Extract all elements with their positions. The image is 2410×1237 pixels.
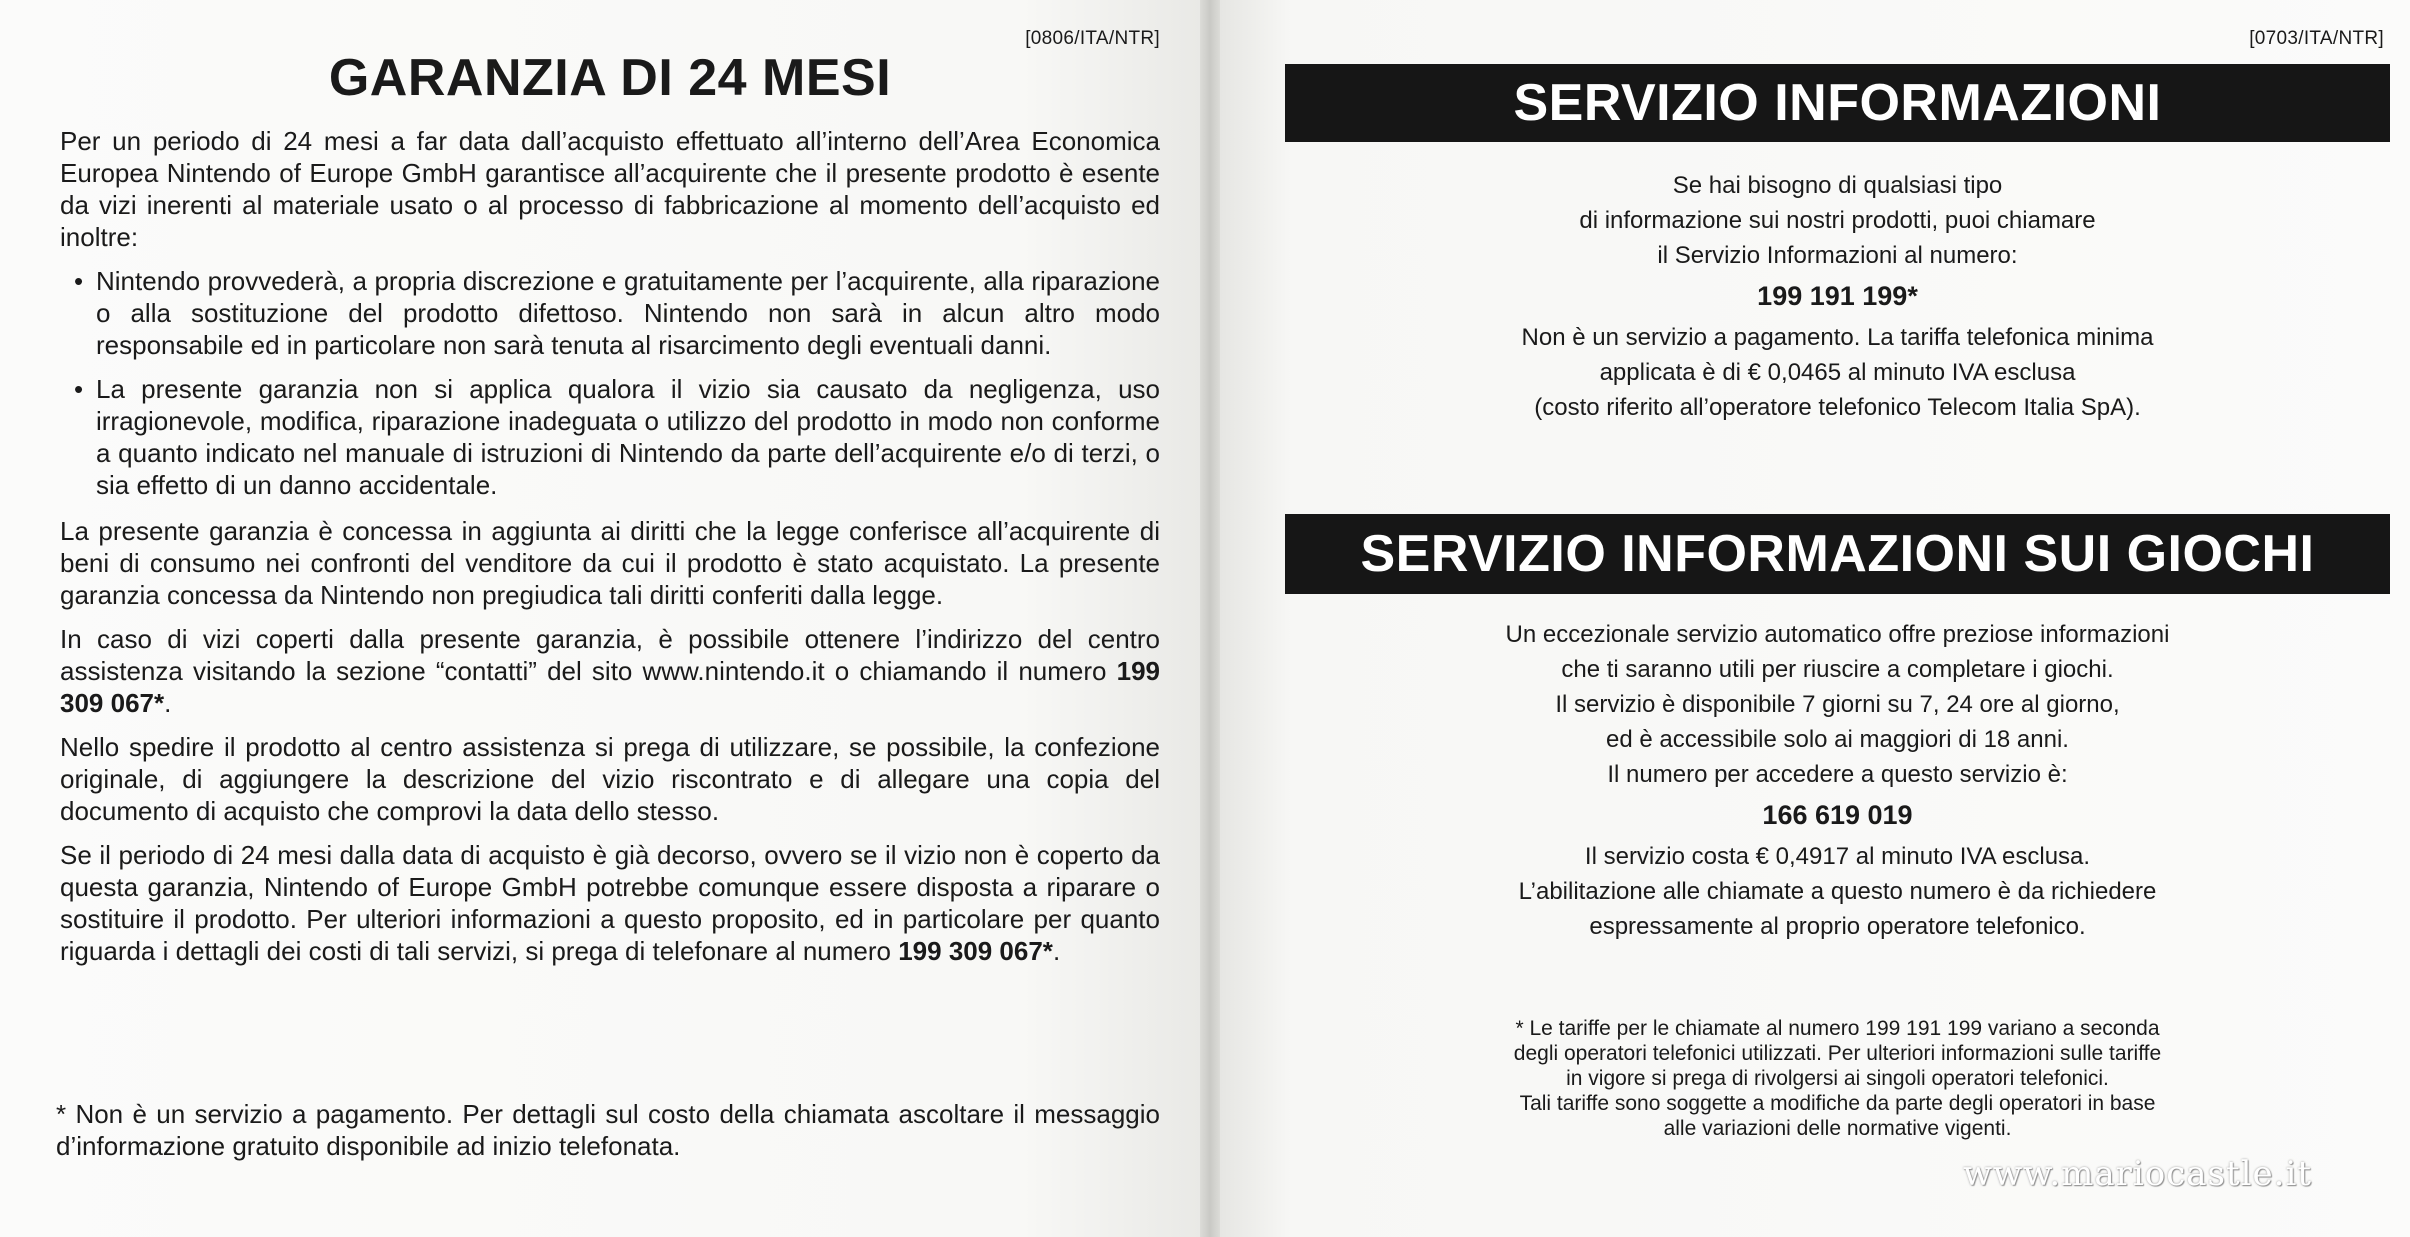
contact-text: In caso di vizi coperti dalla presente garanzia, è possibile ottenere l’indirizzo del centro assistenza visitando la sezione “contatti” del sito www.nintendo.it o chiamando il numero: [60, 624, 1160, 686]
games-line: Il servizio è disponibile 7 giorni su 7, 24 ore al giorno,: [1555, 691, 2120, 718]
games-service-block: [1285, 617, 2390, 944]
warranty-title: GARANZIA DI 24 MESI: [328, 49, 892, 107]
warranty-expired-paragraph: [60, 839, 1160, 967]
warranty-shipping-paragraph: Nello spedire il prodotto al centro assistenza si prega di utilizzare, se possibile, la confezione originale, di aggiungere la descrizione del vizio riscontrato e di allegare una copia del documento di acquisto che comprovi la data dello stesso.: [60, 732, 1160, 826]
games-cost-line: Il servizio costa € 0,4917 al minuto IVA esclusa.: [1584, 843, 2091, 870]
warranty-footnote: * Non è un servizio a pagamento. Per dettagli sul costo della chiamata ascoltare il messaggio d’informazione gratuito disponibile ad inizio telefonata.: [56, 1099, 1160, 1161]
info-line: Se hai bisogno di qualsiasi tipo: [1672, 172, 2003, 199]
assistance-phone-number: 199 309 067*: [60, 656, 1160, 718]
games-cost-line: espressamente al proprio operatore telefonico.: [1589, 913, 2086, 940]
info-cost-line: (costo riferito all’operatore telefonico Telecom Italia SpA).: [1534, 394, 2141, 421]
footnote-line: alle variazioni delle normative vigenti.: [1663, 1117, 2012, 1140]
games-phone-number: 166 619 019: [1762, 800, 1913, 830]
games-cost-line: L’abilitazione alle chiamate a questo numero è da richiedere: [1518, 878, 2157, 905]
info-cost-line: Non è un servizio a pagamento. La tariffa telefonica minima: [1521, 324, 2154, 351]
footnote-line: * Le tariffe per le chiamate al numero 199 191 199 variano a seconda: [1515, 1017, 2160, 1040]
book-gutter: [1200, 0, 1220, 1237]
left-page-code: [0806/ITA/NTR]: [1025, 28, 1160, 49]
contact-text-end: .: [164, 688, 172, 718]
warranty-bullet: • Nintendo provvederà, a propria discrezione e gratuitamente per l’acquirente, alla riparazione o alla sostituzione del prodotto difettoso. Nintendo non sarà in alcun altro modo responsabile ed in particolare non sarà tenuta al risarcimento degli eventuali danni.: [96, 265, 1160, 361]
footnote-line: in vigore si prega di rivolgersi ai singoli operatori telefonici.: [1566, 1067, 2109, 1090]
warranty-bullet-list: [60, 265, 1160, 501]
warranty-contact-paragraph: [60, 623, 1160, 719]
warranty-intro: Per un periodo di 24 mesi a far data dall’acquisto effettuato all’interno dell’Area Economica Europea Nintendo of Europe GmbH garantisce all’acquirente che il presente prodotto è esente da vizi inerenti al materiale usato o al processo di fabbricazione al momento dell’acquisto ed inoltre:: [60, 126, 1160, 252]
games-line: ed è accessibile solo ai maggiori di 18 anni.: [1606, 726, 2069, 753]
warranty-bullet: • La presente garanzia non si applica qualora il vizio sia causato da negligenza, uso irragionevole, modifica, riparazione inadeguata o utilizzo del prodotto in modo non conforme a quanto indicato nel manuale di istruzioni di Nintendo da parte dell’acquirente e/o di terzi, o sia effetto di un danno accidentale.: [96, 373, 1160, 501]
right-page: [1220, 0, 2410, 1237]
info-line: di informazione sui nostri prodotti, puoi chiamare: [1579, 207, 2096, 234]
warranty-body: [60, 125, 1160, 979]
games-line: che ti saranno utili per riuscire a completare i giochi.: [1561, 656, 2114, 683]
left-page: [0, 0, 1200, 1237]
warranty-rights-paragraph: La presente garanzia è concessa in aggiunta ai diritti che la legge conferisce all’acquirente di beni di consumo nei confronti del venditore da cui il prodotto è stato acquistato. La presente garanzia concessa da Nintendo non pregiudica tali diritti conferiti dalla legge.: [60, 516, 1160, 610]
right-page-code: [0703/ITA/NTR]: [2249, 28, 2384, 49]
expired-text: Se il periodo di 24 mesi dalla data di acquisto è già decorso, ovvero se il vizio non è coperto da questa garanzia, Nintendo of Europe GmbH potrebbe comunque essere disposta a riparare o sostituire il prodotto. Per ulteriori informazioni a questo proposito, ed in particolare per quanto riguarda i dettagli dei costi di tali servizi, si prega di telefonare al numero: [60, 840, 1160, 966]
games-service-banner: SERVIZIO INFORMAZIONI SUI GIOCHI: [1285, 514, 2390, 594]
info-line: il Servizio Informazioni al numero:: [1657, 242, 2018, 269]
expired-text-end: .: [1052, 936, 1061, 966]
site-watermark: www.mariocastle.it: [1963, 1154, 2312, 1194]
games-line: Il numero per accedere a questo servizio è:: [1607, 761, 2068, 788]
expired-phone-number: 199 309 067*: [898, 936, 1053, 966]
info-service-block: [1285, 168, 2390, 425]
info-phone-number: 199 191 199*: [1757, 281, 1918, 311]
footnote-line: Tali tariffe sono soggette a modifiche da parte degli operatori in base: [1519, 1092, 2156, 1115]
footnote-line: degli operatori telefonici utilizzati. Per ulteriori informazioni sulle tariffe: [1513, 1042, 2162, 1065]
tariff-footnote: [1285, 1016, 2390, 1141]
games-line: Un eccezionale servizio automatico offre preziose informazioni: [1505, 621, 2170, 648]
info-service-banner: SERVIZIO INFORMAZIONI: [1285, 64, 2390, 142]
info-cost-line: applicata è di € 0,0465 al minuto IVA esclusa: [1599, 359, 2076, 386]
